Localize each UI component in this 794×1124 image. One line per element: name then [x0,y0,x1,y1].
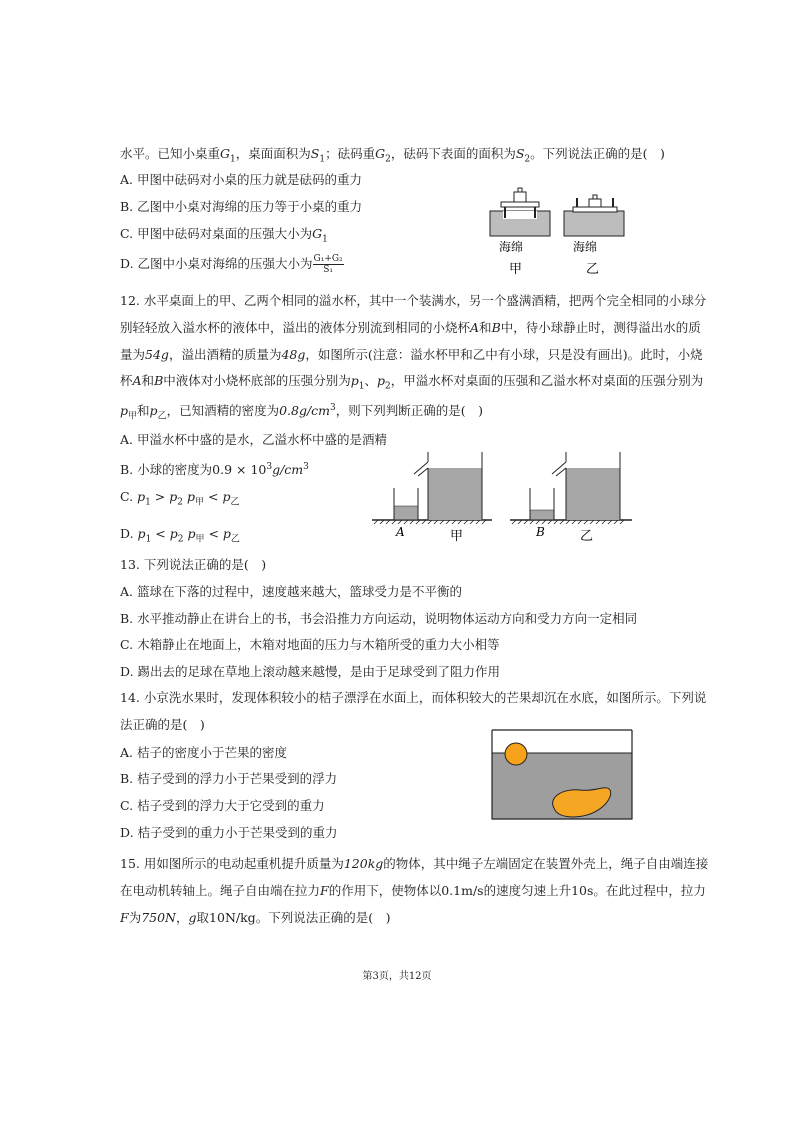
q12-option-c: C. $p_1 > p_2$ $p_甲 < p_乙$ [120,489,240,508]
q14-option-a: A. 桔子的密度小于芒果的密度 [120,745,287,760]
q14-option-b: B. 桔子受到的浮力小于芒果受到的浮力 [120,771,338,786]
q11-figure [485,184,635,284]
q13-option-c: C. 木箱静止在地面上，木箱对地面的压力与木箱所受的重力大小相等 [120,637,500,652]
q12-line3: 量为54g，溢出酒精的质量为48g，如图所示(注意：溢水杯甲和乙中有小球，只是没有画出)。此时，小烧 [120,347,703,362]
fig-label-sponge2: 海绵 [573,240,598,254]
beaker-b-label: B [536,525,545,539]
q14-line2: 法正确的是( ) [120,717,205,732]
table-top-jia [501,202,539,207]
q12-option-a: A. 甲溢水杯中盛的是水，乙溢水杯中盛的是酒精 [120,432,387,447]
q15-line2: 在电动机转轴上。绳子自由端在拉力F的作用下，使物体以0.1m/s的速度匀速上升10s。在此过程中，拉力 [120,883,706,898]
q12-option-b: B. 小球的密度为$0.9 \times 10^3g/cm^3$ [120,462,309,478]
q11-option-a: A. 甲图中砝码对小桌的压力就是砝码的重力 [120,172,362,187]
q14-figure [488,728,638,822]
q13-option-a: A. 篮球在下落的过程中，速度越来越大，篮球受力是不平衡的 [120,584,462,599]
q12-line4: 杯A和B中液体对小烧杯底部的压强分别为$p_1$、$p_2$，甲溢水杯对桌面的压强和乙溢水杯对桌面的压强分别为 [120,373,704,392]
q14-option-d: D. 桔子受到的重力小于芒果受到的重力 [120,825,338,840]
q13-option-b: B. 水平推动静止在讲台上的书，书会沿推力方向运动，说明物体运动方向和受力方向一定相同 [120,611,638,626]
q14-option-c: C. 桔子受到的浮力大于它受到的重力 [120,798,325,813]
q14-line1: 14. 小京洗水果时，发现体积较小的桔子漂浮在水面上，而体积较大的芒果却沉在水底，如图所示。下列说 [120,690,707,705]
fig-label-sponge1: 海绵 [499,240,524,254]
fig-label-jia: 甲 [509,262,523,277]
beaker-a-label: A [396,525,405,539]
cup-jia-label: 甲 [450,529,464,544]
q11-stem: 水平。已知小桌重$G_1$，桌面面积为$S_1$；砝码重$G_2$，砝码下表面的面积为$S_2$。下列说法正确的是( ) [120,146,665,165]
q13-stem: 13. 下列说法正确的是( ) [120,557,267,572]
table-top-yi [573,207,617,212]
cup-yi-label: 乙 [580,529,594,544]
q15-line3: F为750N，g取10N/kg。下列说法正确的是( ) [120,910,391,925]
q12-line5: $p_甲$和$p_乙$，已知酒精的密度为$0.8g/cm^3$，则下列判断正确的是( ) [120,403,484,422]
sponge-yi [564,211,624,236]
fig-label-yi: 乙 [586,262,600,277]
q12-option-d: D. $p_1 < p_2$ $p_甲 < p_乙$ [120,526,240,545]
q15-line1: 15. 用如图所示的电动起重机提升质量为120kg的物体，其中绳子左端固定在装置外壳上，绳子自由端连接 [120,856,709,871]
q13-option-d: D. 踢出去的足球在草地上滚动越来越慢，是由于足球受到了阻力作用 [120,664,501,679]
q11-option-b: B. 乙图中小桌对海绵的压力等于小桌的重力 [120,199,363,214]
q12-figure [370,448,670,544]
weight-yi [589,199,601,207]
q11-option-d: D. 乙图中小桌对海绵的压强大小为 $\frac{\text{G₁+G₂}}{\text{S₁}}$ [120,254,343,275]
orange [505,743,527,765]
page-footer: 第3页，共12页 [362,971,432,982]
q12-line2: 别轻轻放入溢水杯的液体中，溢出的液体分别流到相同的小烧杯A和B中，待小球静止时，测得溢出水的质 [120,320,701,335]
weight-jia [514,192,526,202]
q11-option-c: C. 甲图中砝码对桌面的压强大小为$G_1$ [120,226,328,245]
q12-line1: 12. 水平桌面上的甲、乙两个相同的溢水杯，其中一个装满水，另一个盛满酒精，把两个完全相同的小球分 [120,293,707,308]
